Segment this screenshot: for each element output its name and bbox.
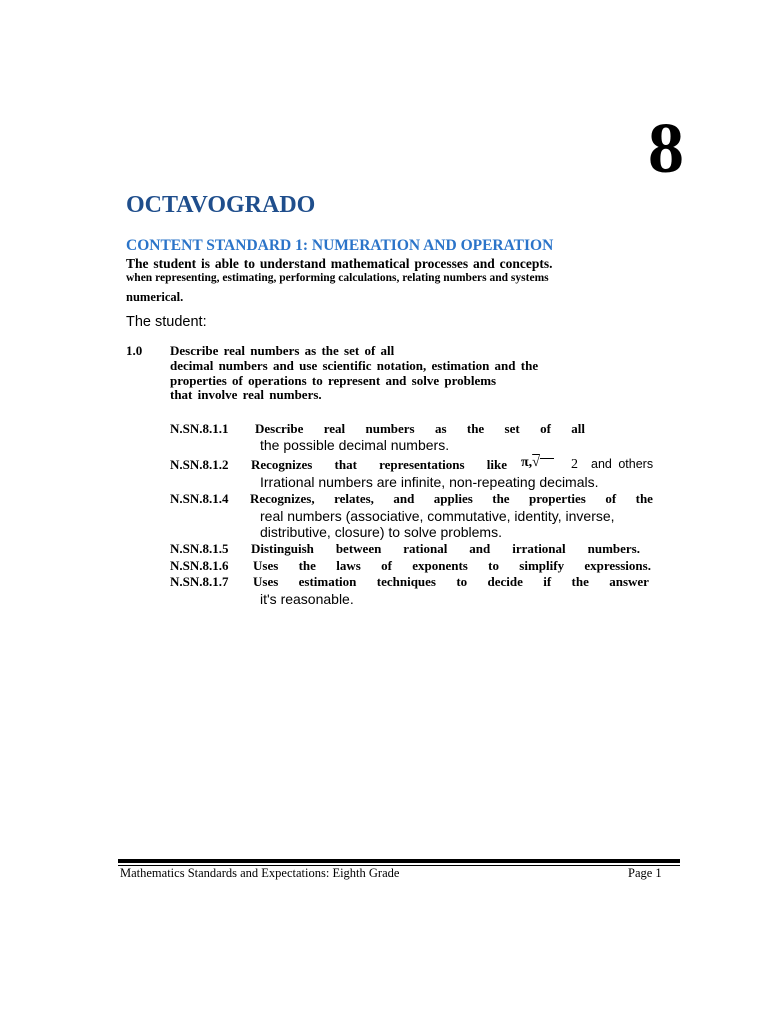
objective-line-3: properties of operations to represent and solve problems bbox=[170, 373, 497, 388]
item-code: N.SN.8.1.2 bbox=[170, 457, 229, 472]
item-description: Recognizes, relates, and applies the properties of the bbox=[250, 491, 653, 506]
item-description: Uses estimation techniques to decide if the answer bbox=[253, 574, 649, 589]
content-standard-title: CONTENT STANDARD 1: NUMERATION AND OPERATION bbox=[126, 237, 554, 254]
item-description: Distinguish between rational and irrational numbers. bbox=[251, 541, 640, 556]
item-continuation: Irrational numbers are infinite, non-repeating decimals. bbox=[260, 474, 599, 490]
sqrt-symbol: √ bbox=[532, 455, 540, 470]
standard-intro-line-2: when representing, estimating, performing calculations, relating numbers and systems bbox=[126, 272, 549, 284]
footer-page-number: Page 1 bbox=[628, 866, 662, 880]
item-description: Recognizes that representations like bbox=[251, 457, 507, 472]
pi-symbol: π,√ bbox=[521, 455, 554, 471]
item-continuation: distributive, closure) to solve problems. bbox=[260, 524, 502, 540]
page-title: OCTAVOGRADO bbox=[126, 192, 316, 218]
item-code: N.SN.8.1.5 bbox=[170, 541, 229, 556]
item-code: N.SN.8.1.6 bbox=[170, 558, 229, 573]
objective-line-2: decimal numbers and use scientific notation, estimation and the bbox=[170, 358, 539, 373]
radicand-two: 2 bbox=[571, 457, 578, 472]
student-label: The student: bbox=[126, 314, 207, 330]
footer-rule bbox=[118, 859, 680, 863]
standard-intro-line-1: The student is able to understand mathematical processes and concepts. bbox=[126, 256, 553, 271]
item-code: N.SN.8.1.1 bbox=[170, 421, 229, 436]
item-code: N.SN.8.1.4 bbox=[170, 491, 229, 506]
item-tail-text: and others bbox=[591, 457, 654, 471]
grade-number: 8 bbox=[648, 108, 684, 188]
item-description: Describe real numbers as the set of all bbox=[255, 421, 585, 436]
objective-number: 1.0 bbox=[126, 343, 143, 358]
objective-line-4: that involve real numbers. bbox=[170, 387, 322, 402]
standard-intro-line-3: numerical. bbox=[126, 290, 184, 304]
item-continuation: the possible decimal numbers. bbox=[260, 437, 450, 453]
item-description: Uses the laws of exponents to simplify expressions. bbox=[253, 558, 651, 573]
item-code: N.SN.8.1.7 bbox=[170, 574, 229, 589]
objective-line-1: Describe real numbers as the set of all bbox=[170, 343, 395, 358]
item-continuation: it's reasonable. bbox=[260, 591, 354, 607]
footer-title: Mathematics Standards and Expectations: Eighth Grade bbox=[120, 866, 400, 880]
item-continuation: real numbers (associative, commutative, identity, inverse, bbox=[260, 508, 615, 524]
